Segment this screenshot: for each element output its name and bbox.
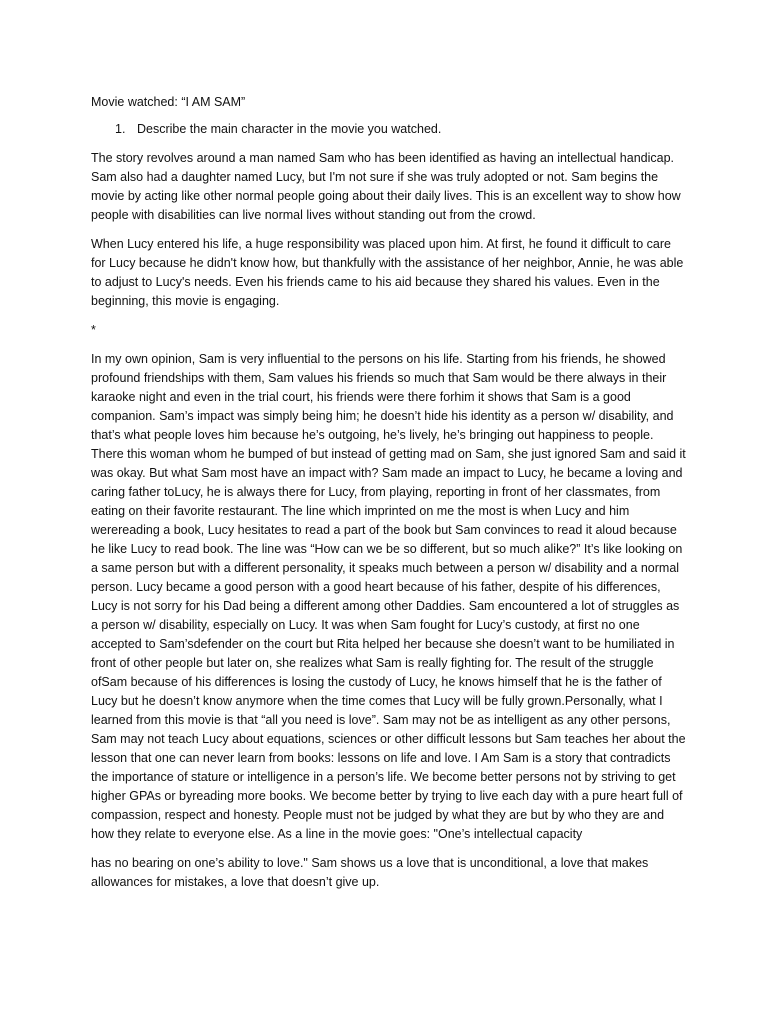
question-text: Describe the main character in the movie you watched. bbox=[137, 122, 442, 136]
paragraph-responsibility: When Lucy entered his life, a huge responsibility was placed upon him. At first, he found it difficult to care for Lucy because he didn't know how, but thankfully with the assistance of her neighbor, Annie, he was able to adjust to Lucy's needs. Even his friends came to his aid because they shared his values. Even in the beginning, this movie is engaging. bbox=[91, 237, 684, 308]
paragraph-opinion: In my own opinion, Sam is very influential to the persons on his life. Starting from his friends, he showed profound friendships with them, Sam values his friends so much that Sam would be there always in their karaoke night and even in the trial court, his friends were there forhim it shows that Sam is a good companion. Sam’s impact was simply being him; he doesn’t hide his identity as a person w/ disability, and that’s what people loves him because he’s outgoing, he’s lively, he’s bringing out happiness to people. There this woman whom he bumped of but instead of getting mad on Sam, she just ignored Sam and said it was okay. But what Sam most have an impact with? Sam made an impact to Lucy, he became a loving and caring father toLucy, he is always there for Lucy, from playing, reporting in front of her classmates, from eating on their favorite restaurant. The line which imprinted on me the most is when Lucy and him werereading a book, Lucy hesitates to read a part of the book but Sam convinces to read it aloud because he like Lucy to read book. The line was “How can we be so different, but so much alike?” It’s like looking on a same person but with a different personality, it speaks much between a person w/ disability and a normal person. Lucy became a good person with a good heart because of his father, despite of his differences, Lucy is not sorry for his Dad being a different among other Daddies. Sam encountered a lot of struggles as a person w/ disability, especially on Lucy. It was when Sam fought for Lucy’s custody, at first no one accepted to Sam’sdefender on the court but Rita helped her because she doesn’t want to be humiliated in front of other people but later on, she realizes what Sam is really fighting for. The result of the struggle ofSam because of his differences is losing the custody of Lucy, he knows himself that he is the father of Lucy but he doesn’t know anymore when the time comes that Lucy will be fully grown.Personally, what I learned from this movie is that “all you need is love”. Sam may not be as intelligent as any other persons, Sam may not teach Lucy about equations, sciences or other difficult lessons but Sam teaches her about the lesson that one can never learn from books: lessons on life and love. I Am Sam is a story that contradicts the importance of stature or intelligence in a person’s life. We become better persons not by striving to get higher GPAs or byreading more books. We become better by trying to live each day with a pure heart full of compassion, respect and honesty. People must not be judged by what they are but by who they are and how they relate to everyone else. As a line in the movie goes: "One’s intellectual capacity bbox=[91, 352, 686, 841]
document-title: Movie watched: “I AM SAM” bbox=[91, 95, 246, 109]
paragraph-closing: has no bearing on one’s ability to love." Sam shows us a love that is unconditional, a love that makes allowances for mistakes, a love that doesn’t give up. bbox=[91, 856, 649, 889]
document-body bbox=[91, 93, 688, 902]
paragraph-intro: The story revolves around a man named Sam who has been identified as having an intellectual handicap. Sam also had a daughter named Lucy, but I'm not sure if she was truly adopted or not. Sam begins the movie by acting like other normal people going about their daily lives. This is an excellent way to show how people with disabilities can live normal lives without standing out from the crowd. bbox=[91, 151, 681, 222]
question-item bbox=[115, 120, 688, 139]
question-number: 1. bbox=[115, 122, 126, 136]
separator-asterisk: * bbox=[91, 323, 96, 337]
